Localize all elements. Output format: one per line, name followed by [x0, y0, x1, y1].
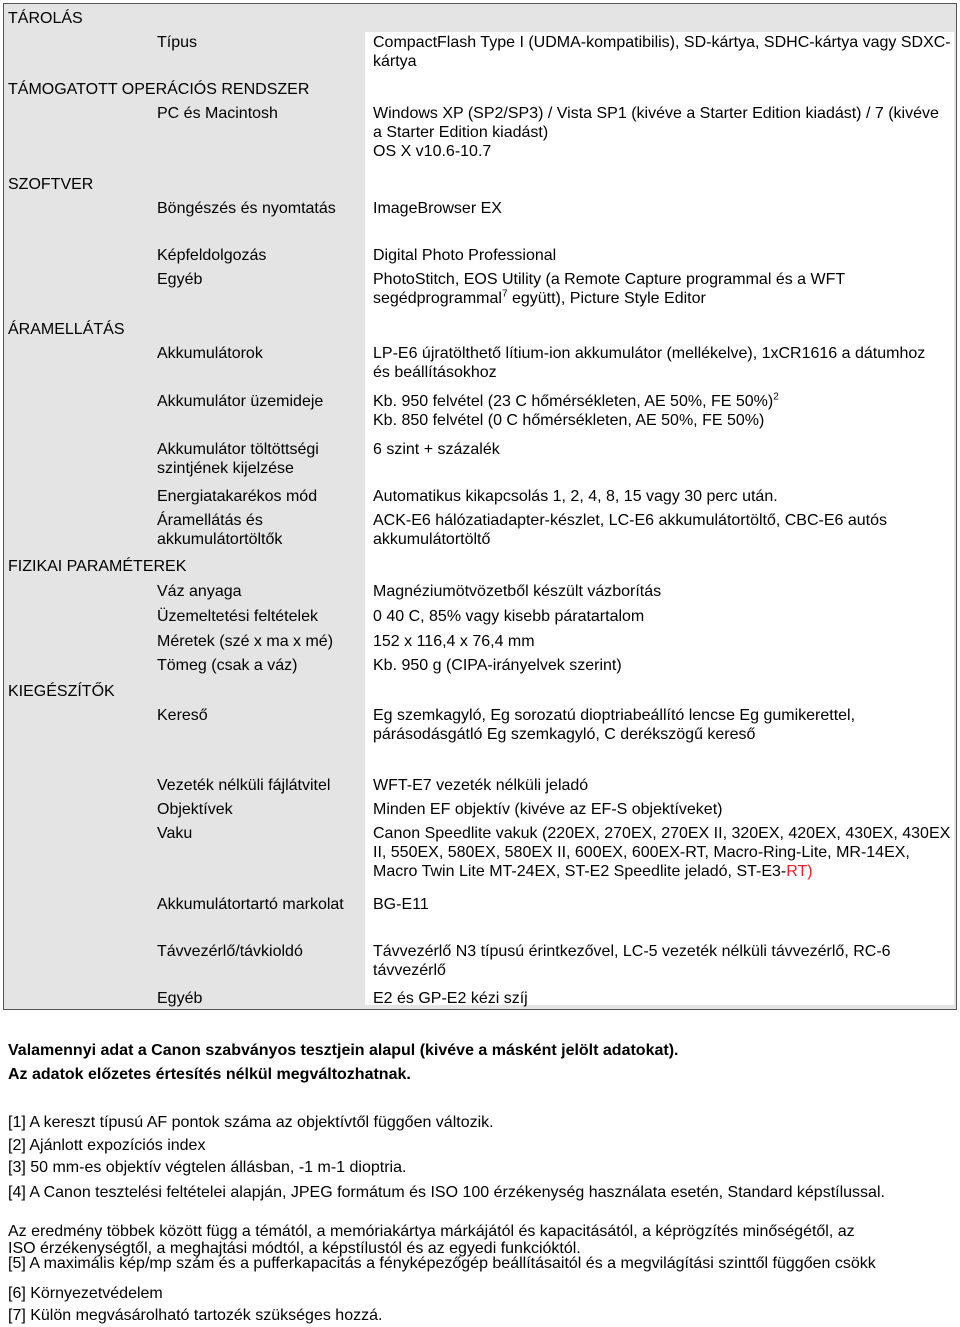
label-lenses: Objektívek	[157, 801, 233, 818]
footnote-1: [1] A kereszt típusú AF pontok száma az objektívtől függően változik.	[8, 1114, 494, 1131]
value-type: CompactFlash Type I (UDMA-kompatibilis), SD-kártya, SDHC-kártya vagy SDXC-kártya	[373, 34, 951, 70]
value-other-software-b: együtt), Picture Style Editor	[507, 290, 706, 307]
label-other-software: Egyéb	[157, 271, 203, 288]
value-lenses: Minden EF objektív (kivéve az EF-S objektíveket)	[373, 801, 723, 818]
value-flash-a: Canon Speedlite vakuk (220EX, 270EX, 270EX II, 320EX, 420EX, 430EX, 430EX II, 550EX, 580EX, 580EX II, 600EX, 600EX-RT, Macro-Ring-Lite, MR-14EX, Macro Twin Lite MT-24EX, ST-E2 Speedlite jeladó, ST-E3-	[373, 825, 951, 880]
value-wireless: WFT-E7 vezeték nélküli jeladó	[373, 777, 589, 794]
footnote-4-continued: Az eredmény többek között függ a témától, a memóriakártya márkájától és kapacitásától, a képrögzítés minőségétől, az	[8, 1223, 855, 1240]
value-weight: Kb. 950 g (CIPA-irányelvek szerint)	[373, 657, 622, 674]
section-physical: FIZIKAI PARAMÉTEREK	[8, 558, 187, 575]
footnote-3: [3] 50 mm-es objektív végtelen állásban, -1 m-1 dioptria.	[8, 1159, 407, 1176]
value-battery-life-cold: Kb. 850 felvétel (0 C hőmérsékleten, AE 50%, FE 50%)	[373, 412, 765, 429]
value-battery-level: 6 szint + százalék	[373, 441, 500, 458]
label-other-accessories: Egyéb	[157, 990, 203, 1007]
value-flash	[373, 824, 951, 881]
footnote-4-clipped-line	[8, 1240, 958, 1257]
footnote-ref-2: 2	[773, 391, 779, 403]
label-weight: Tömeg (csak a váz)	[157, 657, 298, 674]
label-battery-level: Akkumulátor töltöttségi szintjének kijelzése	[157, 441, 319, 477]
value-image-processing: Digital Photo Professional	[373, 247, 557, 264]
label-operating: Üzemeltetési feltételek	[157, 608, 318, 625]
label-flash: Vaku	[157, 825, 193, 842]
label-type: Típus	[157, 34, 198, 51]
footnote-ref-7: 7	[501, 288, 508, 300]
label-battery-life: Akkumulátor üzemideje	[157, 393, 324, 410]
label-pc-mac: PC és Macintosh	[157, 105, 278, 122]
label-remote: Távvezérlő/távkioldó	[157, 943, 303, 960]
label-browse: Böngészés és nyomtatás	[157, 200, 336, 217]
section-storage: TÁROLÁS	[8, 10, 83, 27]
value-pc-mac: Windows XP (SP2/SP3) / Vista SP1 (kivéve a Starter Edition kiadást) / 7 (kivéve a Starter Edition kiadást)	[373, 105, 939, 141]
footnote-4-clipped-text: ISO érzékenységtől, a meghajtási módtól, a képstílustól és az egyedi funkcióktól.	[8, 1240, 581, 1257]
value-remote: Távvezérlő N3 típusú érintkezővel, LC-5 vezeték nélküli távvezérlő, RC-6 távvezérlő	[373, 943, 891, 979]
value-flash-red: RT)	[786, 863, 813, 880]
value-battery: LP-E6 újratölthető lítium-ion akkumulátor (mellékelve), 1xCR1616 a dátumhoz és beállításokhoz	[373, 345, 926, 381]
note-test-basis: Valamennyi adat a Canon szabványos tesztjein alapul (kivéve a másként jelölt adatokat).	[8, 1042, 679, 1059]
label-wireless: Vezeték nélküli fájlátvitel	[157, 777, 331, 794]
value-dimensions: 152 x 116,4 x 76,4 mm	[373, 633, 535, 650]
footnote-5: [5] A maximális kép/mp szám és a pufferkapacitás a fényképezőgép beállításaitól és a megvilágítási szinttől függően csökk	[8, 1255, 876, 1272]
section-software: SZOFTVER	[8, 176, 94, 193]
footnote-6: [6] Környezetvédelem	[8, 1285, 163, 1302]
value-battery-life	[373, 392, 779, 411]
label-body-material: Váz anyaga	[157, 583, 242, 600]
label-power-saving: Energiatakarékos mód	[157, 488, 318, 505]
value-grip: BG-E11	[373, 896, 429, 913]
section-accessories: KIEGÉSZÍTŐK	[8, 683, 115, 700]
value-other-software-a: PhotoStitch, EOS Utility (a Remote Capture programmal és a WFT segédprogrammal	[373, 271, 845, 307]
value-mac-os: OS X v10.6-10.7	[373, 143, 492, 160]
value-other-accessories: E2 és GP-E2 kézi szíj	[373, 990, 528, 1007]
label-grip: Akkumulátortartó markolat	[157, 896, 344, 913]
section-power: ÁRAMELLÁTÁS	[8, 321, 125, 338]
label-image-processing: Képfeldolgozás	[157, 247, 267, 264]
footnote-2: [2] Ajánlott expozíciós index	[8, 1137, 206, 1154]
footnote-7: [7] Külön megvásárolható tartozék szükséges hozzá.	[8, 1307, 383, 1324]
label-power-supply: Áramellátás és akkumulátortöltők	[157, 512, 283, 548]
value-power-supply: ACK-E6 hálózatiadapter-készlet, LC-E6 akkumulátortöltő, CBC-E6 autós akkumulátortöltő	[373, 512, 888, 548]
section-os: TÁMOGATOTT OPERÁCIÓS RENDSZER	[8, 81, 310, 98]
label-dimensions: Méretek (szé x ma x mé)	[157, 633, 334, 650]
label-battery: Akkumulátorok	[157, 345, 263, 362]
label-viewfinder: Kereső	[157, 707, 208, 724]
value-battery-life-a: Kb. 950 felvétel (23 C hőmérsékleten, AE 50%, FE 50%)	[373, 393, 774, 410]
footnote-4: [4] A Canon tesztelési feltételei alapján, JPEG formátum és ISO 100 érzékenység használata esetén, Standard képstílussal.	[8, 1184, 885, 1201]
value-operating: 0 40 C, 85% vagy kisebb páratartalom	[373, 608, 645, 625]
value-body-material: Magnéziumötvözetből készült vázborítás	[373, 583, 662, 600]
value-browse: ImageBrowser EX	[373, 200, 502, 217]
value-other-software	[373, 270, 933, 308]
note-change-notice: Az adatok előzetes értesítés nélkül megváltozhatnak.	[8, 1066, 411, 1083]
value-power-saving: Automatikus kikapcsolás 1, 2, 4, 8, 15 vagy 30 perc után.	[373, 488, 778, 505]
value-viewfinder: Eg szemkagyló, Eg sorozatú dioptriabeállító lencse Eg gumikerettel, párásodásgátló Eg szemkagyló, C derékszögű kereső	[373, 707, 856, 743]
